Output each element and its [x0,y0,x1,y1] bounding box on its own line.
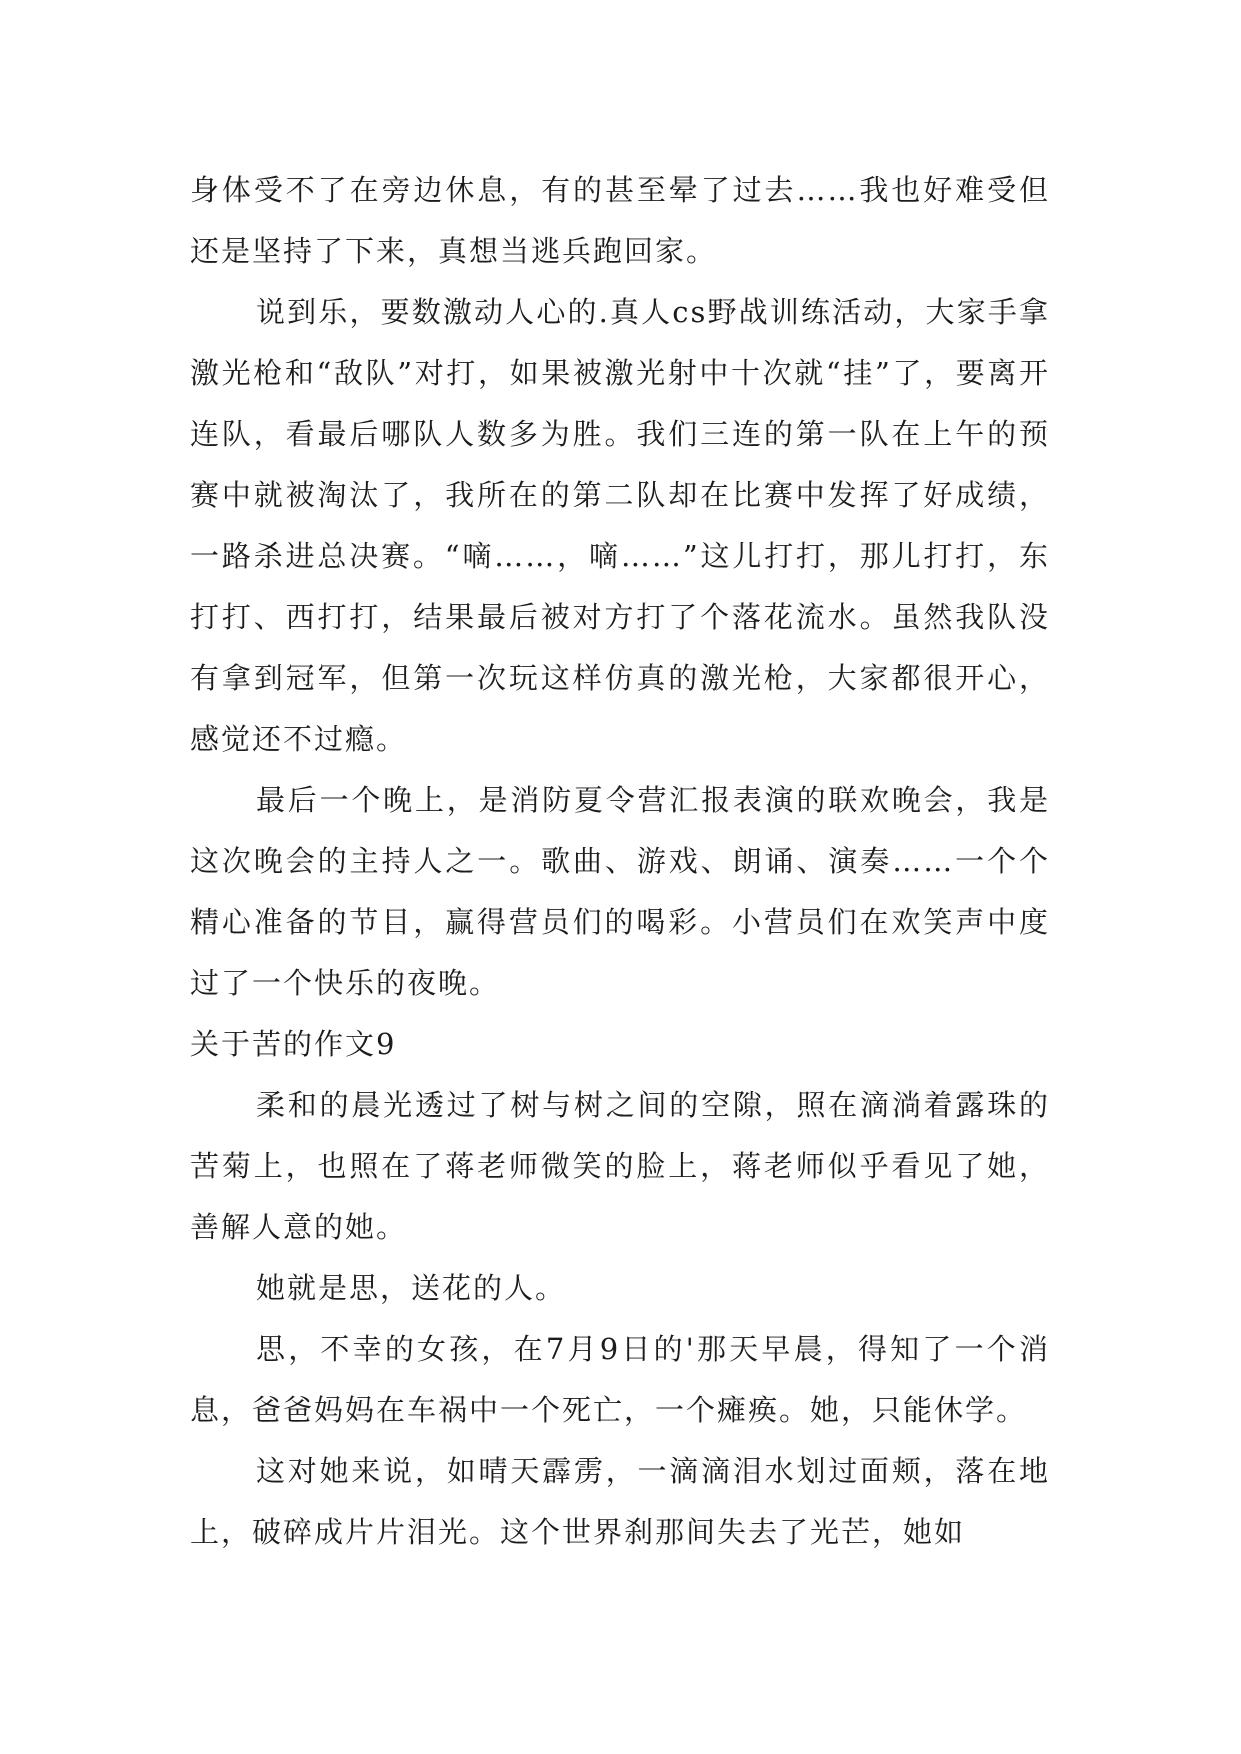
paragraph-3: 最后一个晚上，是消防夏令营汇报表演的联欢晚会，我是这次晚会的主持人之一。歌曲、游戏、朗诵、演奏……一个个精心准备的节目，赢得营员们的喝彩。小营员们在欢笑声中度过了一个快乐的夜晚。 [190,783,1050,1000]
paragraph-7: 这对她来说，如晴天霹雳，一滴滴泪水划过面颊，落在地上，破碎成片片泪光。这个世界刹那间失去了光芒，她如 [190,1454,1050,1549]
paragraph-2: 说到乐，要数激动人心的.真人cs野战训练活动，大家手拿激光枪和“敌队”对打，如果被激光射中十次就“挂”了，要离开连队，看最后哪队人数多为胜。我们三连的第一队在上午的预赛中就被淘汰了，我所在的第二队却在比赛中发挥了好成绩，一路杀进总决赛。“嘀……，嘀……”这儿打打，那儿打打，东打打、西打打，结果最后被对方打了个落花流水。虽然我队没有拿到冠军，但第一次玩这样仿真的激光枪，大家都很开心，感觉还不过瘾。 [190,295,1050,756]
paragraph-5: 她就是思，送花的人。 [256,1271,567,1305]
paragraph-6: 思，不幸的女孩，在7月9日的'那天早晨，得知了一个消息，爸爸妈妈在车祸中一个死亡，一个瘫痪。她，只能休学。 [190,1332,1050,1427]
paragraph-4: 柔和的晨光透过了树与树之间的空隙，照在滴淌着露珠的苦菊上，也照在了蒋老师微笑的脸上，蒋老师似乎看见了她，善解人意的她。 [190,1088,1050,1244]
section-heading: 关于苦的作文9 [190,1027,397,1061]
paragraph-1: 身体受不了在旁边休息，有的甚至晕了过去……我也好难受但还是坚持了下来，真想当逃兵跑回家。 [190,173,1050,268]
document-page [190,160,1050,1563]
